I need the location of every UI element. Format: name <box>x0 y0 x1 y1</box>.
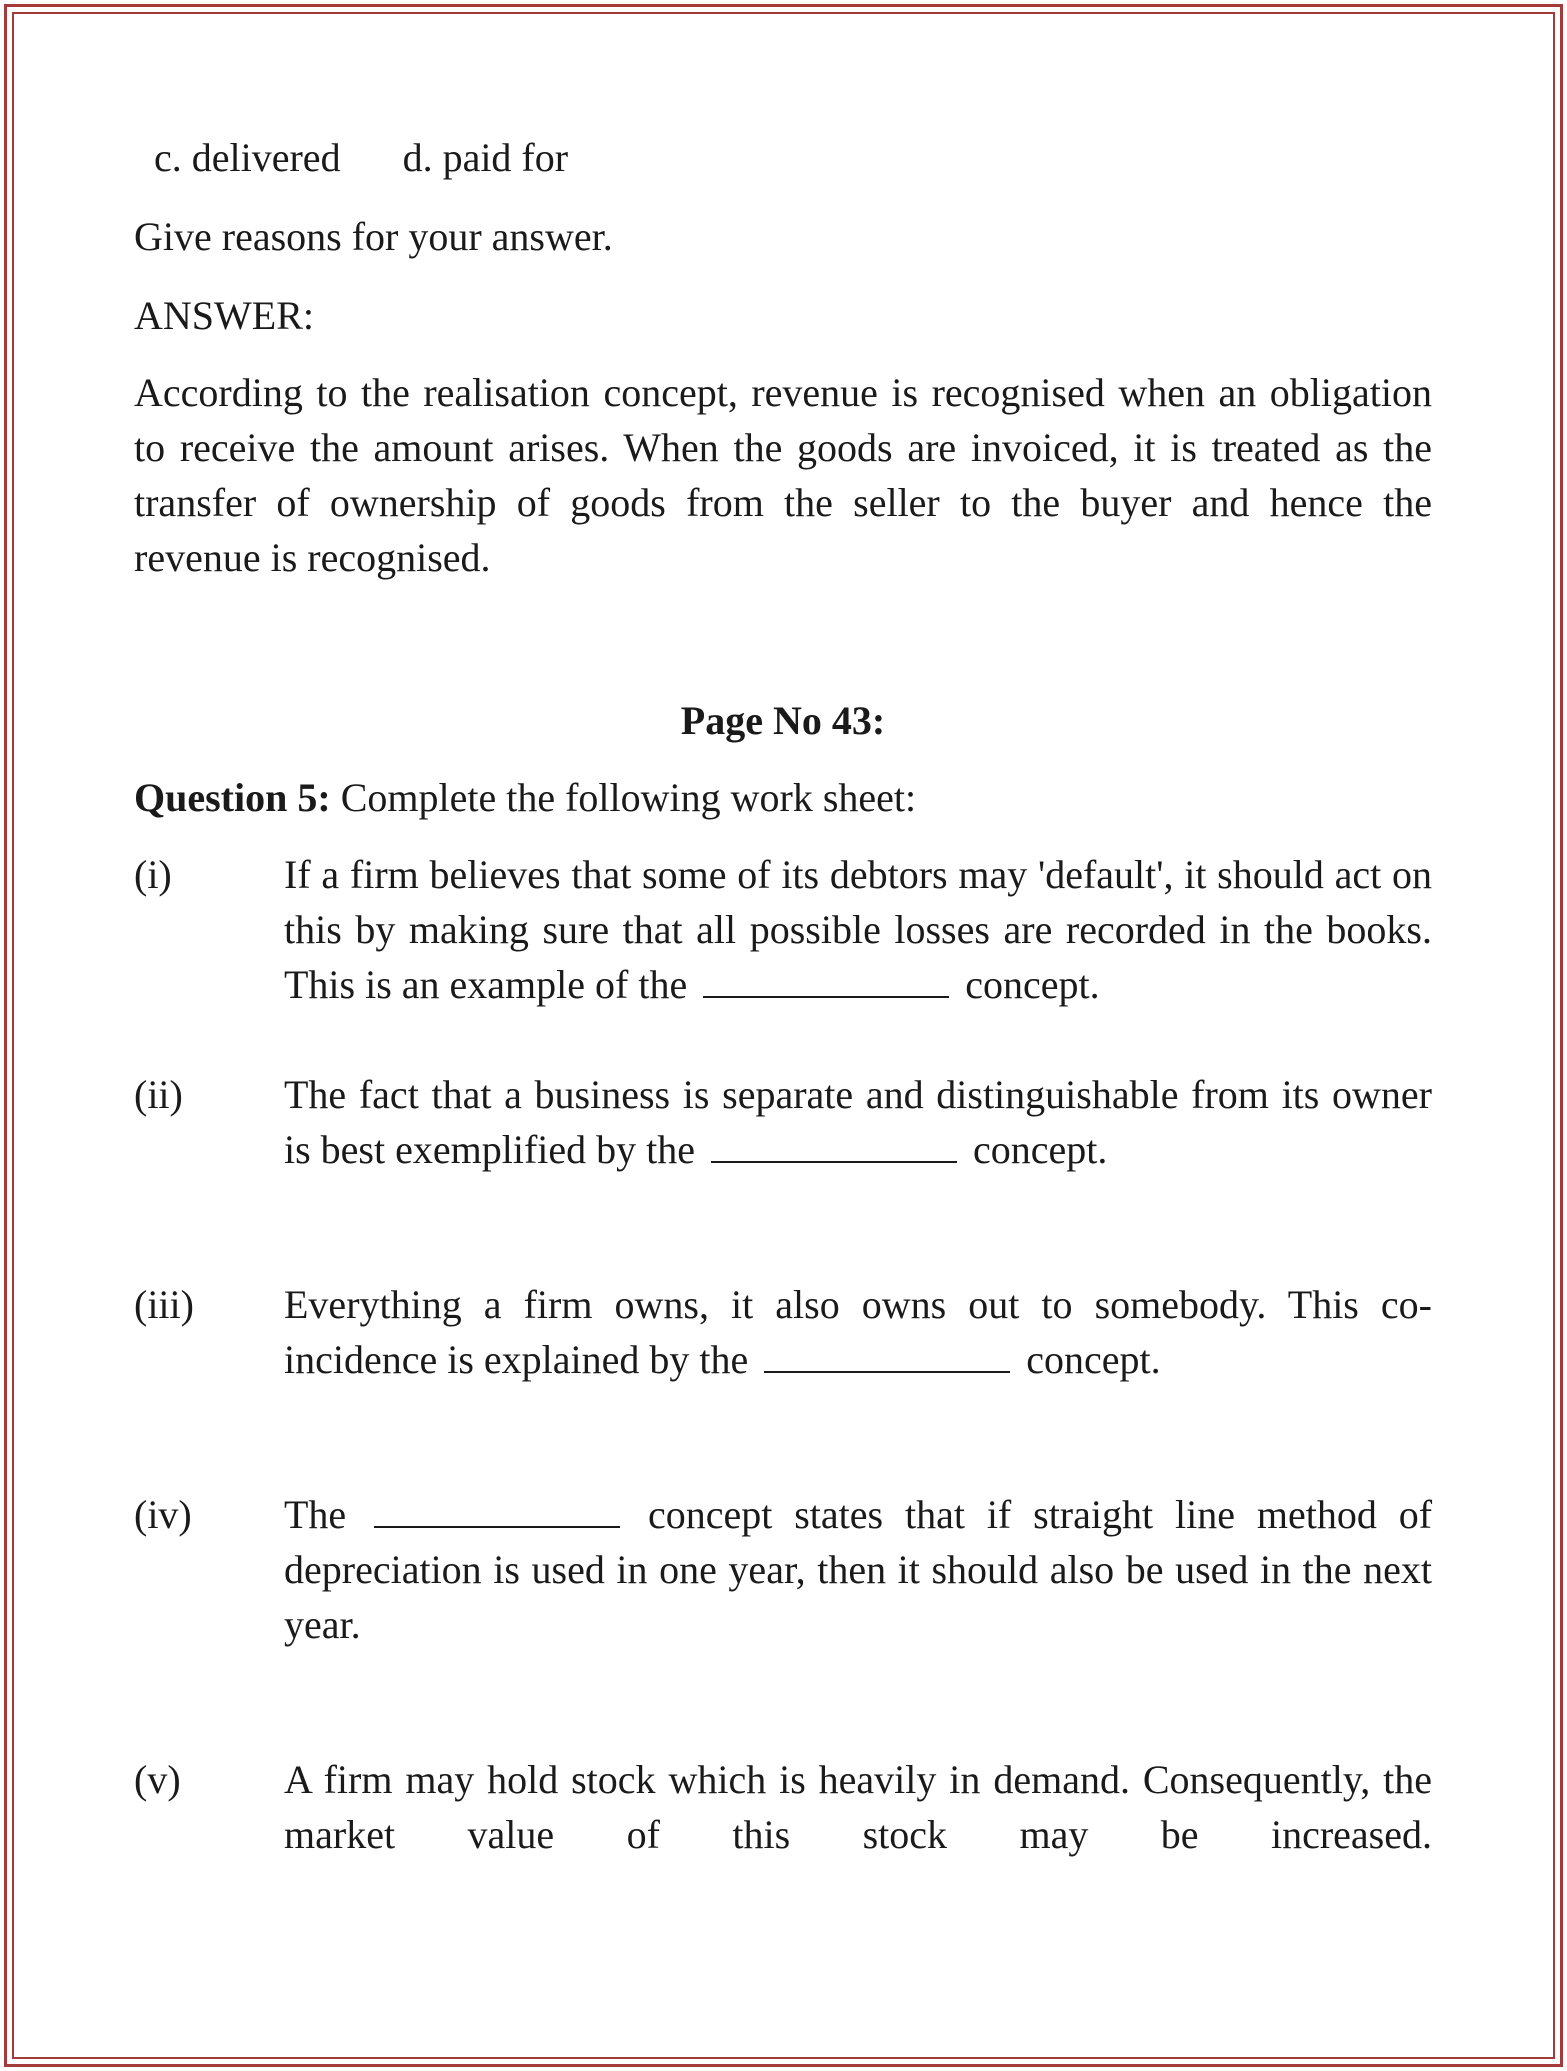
item-number: (iii) <box>134 1282 194 1327</box>
page-heading: Page No 43: <box>680 698 886 743</box>
item-text-after: concept. <box>973 1127 1108 1172</box>
question-text: Complete the following work sheet: <box>330 775 917 820</box>
item-text <box>284 1067 1432 1177</box>
item-number: (ii) <box>134 1072 183 1117</box>
item-text-before: If a firm believes that some of its debtors may 'default', it should act on this by making sure that all possible losses are recorded in the books. This is an example of the <box>284 852 1432 1007</box>
worksheet-item-3 <box>134 1277 1432 1387</box>
item-text <box>284 847 1432 1012</box>
worksheet-item-1 <box>134 847 1432 1012</box>
item-text: A firm may hold stock which is heavily in demand. Consequently, the market value of this stock may be increased. <box>284 1757 1432 1857</box>
item-number: (iv) <box>134 1492 192 1537</box>
fill-in-blank <box>711 1127 957 1163</box>
item-text-before: The fact that a business is separate and distinguishable from its owner is best exemplified by the <box>284 1072 1432 1172</box>
item-text-after: concept. <box>1026 1337 1161 1382</box>
option-d: d. paid for <box>402 135 569 180</box>
fill-in-blank <box>374 1492 620 1528</box>
item-text-before: Everything a firm owns, it also owns out to somebody. This co-incidence is explained by the <box>284 1282 1432 1382</box>
fill-in-blank <box>703 962 949 998</box>
option-c: c. delivered <box>154 135 341 180</box>
question-label: Question 5: <box>134 775 331 820</box>
item-text-after: concept. <box>965 962 1100 1007</box>
fill-in-blank <box>764 1337 1010 1373</box>
prompt-text: Give reasons for your answer. <box>134 214 613 259</box>
item-text-before: The <box>284 1492 347 1537</box>
worksheet-item-4 <box>134 1487 1432 1652</box>
worksheet-item-5 <box>134 1752 1432 1862</box>
answer-label: ANSWER: <box>134 293 314 338</box>
answer-options <box>154 130 1432 185</box>
item-text <box>284 1277 1432 1387</box>
worksheet-item-2 <box>134 1067 1432 1177</box>
item-number: (v) <box>134 1757 181 1802</box>
item-text <box>284 1487 1432 1652</box>
answer-text: According to the realisation concept, revenue is recognised when an obligation to receive the amount arises. When the goods are invoiced, it is treated as the transfer of ownership of goods from the seller to the buyer and hence the revenue is recognised. <box>134 370 1432 580</box>
item-number: (i) <box>134 852 172 897</box>
item-text-after: concept states that if straight line method of depreciation is used in one year, then it should also be used in the next year. <box>284 1492 1433 1647</box>
question-heading <box>134 770 1432 825</box>
document-body <box>134 130 1432 1862</box>
